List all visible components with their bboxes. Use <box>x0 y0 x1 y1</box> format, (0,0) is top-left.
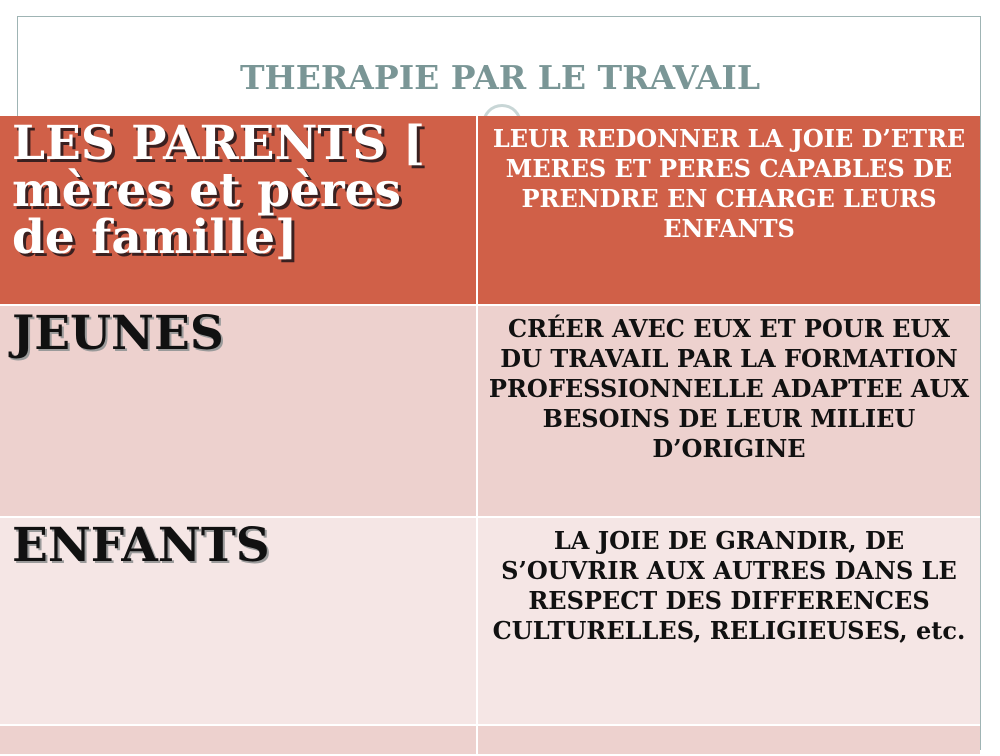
table-row-enfants <box>0 518 980 726</box>
table-row-empty <box>0 726 980 756</box>
therapy-table <box>0 116 980 756</box>
row-description-parents: LEUR REDONNER LA JOIE D’ETRE MERES ET PERES CAPABLES DE PRENDRE EN CHARGE LEURS ENFANTS <box>492 124 966 243</box>
table-cell-label <box>0 518 478 724</box>
table-row-jeunes <box>0 306 980 518</box>
row-description-jeunes: CRÉER AVEC EUX ET POUR EUX DU TRAVAIL PAR LA FORMATION PROFESSIONNELLE ADAPTEE AUX BESOINS DE LEUR MILIEU D’ORIGINE <box>488 314 970 463</box>
row-label-parents: LES PARENTS [ mères et pères de famille] <box>12 116 425 265</box>
table-cell-label <box>0 116 478 304</box>
table-row-parents <box>0 116 980 306</box>
table-cell-description <box>478 306 980 516</box>
table-cell-description <box>478 518 980 724</box>
slide-title: THERAPIE PAR LE TRAVAIL <box>239 58 761 97</box>
table-cell-label <box>0 306 478 516</box>
table-cell-description <box>478 116 980 304</box>
row-label-enfants: ENFANTS <box>12 518 270 573</box>
row-label-jeunes: JEUNES <box>12 306 224 361</box>
row-description-enfants: LA JOIE DE GRANDIR, DE S’OUVRIR AUX AUTRES DANS LE RESPECT DES DIFFERENCES CULTURELLES, RELIGIEUSES, etc. <box>492 526 966 645</box>
table-right-border <box>980 116 981 750</box>
